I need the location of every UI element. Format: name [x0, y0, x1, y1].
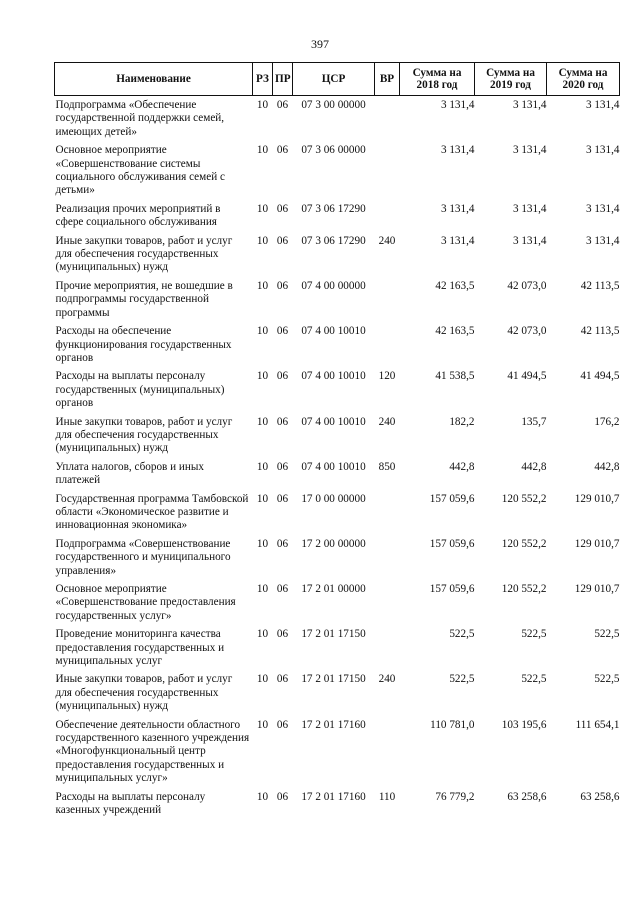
row-sum-2018: 157 059,6: [429, 537, 475, 550]
row-rz: 10: [256, 583, 269, 595]
row-vr: [375, 625, 400, 670]
row-vr: 110: [378, 790, 396, 803]
row-vr: [375, 580, 400, 625]
row-sum-2019: 135,7: [521, 415, 547, 428]
row-rz: 10: [256, 537, 269, 550]
page-number: 397: [311, 37, 329, 51]
table-row: [55, 580, 620, 625]
header-rz: РЗ: [253, 63, 273, 96]
table-header-row: [55, 63, 620, 96]
header-vr: ВР: [375, 63, 400, 96]
row-sum-2020: 3 131,4: [585, 144, 620, 157]
row-csr: 17 2 01 17150: [301, 673, 366, 686]
row-rz: 10: [256, 202, 269, 215]
budget-table: [54, 62, 620, 820]
row-sum-2019: 120 552,2: [501, 492, 547, 505]
row-name: Обеспечение деятельности областного государственного казенного учреждения «Многофункциональный центр предоставления государственных и муниципальных услуг»: [55, 718, 250, 785]
row-pr: 06: [276, 718, 289, 731]
row-name: Проведение мониторинга качества предоставления государственных и муниципальных услуг: [55, 628, 225, 668]
row-pr: 06: [276, 234, 289, 247]
header-sum-2020: Сумма на 2020 год: [547, 63, 620, 96]
row-vr: [375, 141, 400, 200]
row-sum-2020: 129 010,7: [574, 537, 620, 550]
row-name: Иные закупки товаров, работ и услуг для обеспечения государственных (муниципальных) нужд: [55, 673, 233, 713]
row-pr: 06: [276, 628, 289, 641]
row-sum-2018: 3 131,4: [440, 234, 475, 247]
header-csr: ЦСР: [293, 63, 375, 96]
table-row: [55, 413, 620, 458]
row-csr: 07 3 00 00000: [301, 99, 366, 111]
table-row: [55, 232, 620, 277]
row-pr: 06: [276, 537, 289, 550]
row-sum-2020: 41 494,5: [580, 370, 620, 383]
row-name: Подпрограмма «Совершенствование государственного и муниципального управления»: [55, 537, 231, 577]
row-pr: 06: [276, 583, 289, 595]
row-sum-2019: 3 131,4: [512, 234, 547, 247]
row-pr: 06: [276, 460, 289, 473]
row-sum-2020: 129 010,7: [574, 583, 620, 595]
row-name: Прочие мероприятия, не вошедшие в подпрограммы государственной программы: [55, 279, 233, 319]
row-vr: [375, 322, 400, 367]
row-name: Основное мероприятие «Совершенствование системы социального обслуживания семей с детьми»: [55, 144, 225, 197]
row-vr: [375, 490, 400, 535]
row-sum-2020: 3 131,4: [585, 234, 620, 247]
row-name: Иные закупки товаров, работ и услуг для обеспечения государственных (муниципальных) нужд: [55, 415, 233, 455]
row-csr: 17 2 01 17160: [301, 718, 366, 731]
row-csr: 07 3 06 17290: [301, 234, 366, 247]
table-row: [55, 490, 620, 535]
row-sum-2019: 120 552,2: [501, 583, 547, 595]
row-rz: 10: [256, 790, 269, 803]
table-body: [55, 96, 620, 820]
row-csr: 17 0 00 00000: [301, 492, 366, 505]
header-pr: ПР: [273, 63, 293, 96]
row-sum-2019: 522,5: [521, 673, 547, 686]
row-sum-2019: 103 195,6: [501, 718, 547, 731]
row-sum-2020: 442,8: [594, 460, 620, 473]
row-name: Реализация прочих мероприятий в сфере социального обслуживания: [55, 202, 221, 229]
row-csr: 07 4 00 10010: [301, 325, 366, 338]
row-sum-2018: 182,2: [449, 415, 475, 428]
row-pr: 06: [276, 202, 289, 215]
row-sum-2020: 63 258,6: [580, 790, 620, 803]
row-sum-2018: 41 538,5: [435, 370, 475, 383]
row-rz: 10: [256, 718, 269, 731]
row-sum-2018: 157 059,6: [429, 583, 475, 595]
row-rz: 10: [256, 673, 269, 686]
row-rz: 10: [256, 279, 269, 292]
row-sum-2018: 42 163,5: [435, 279, 475, 292]
row-pr: 06: [276, 279, 289, 292]
row-csr: 17 2 01 17150: [301, 628, 366, 641]
row-sum-2019: 42 073,0: [507, 279, 547, 292]
row-pr: 06: [276, 370, 289, 383]
table-row: [55, 670, 620, 715]
row-pr: 06: [276, 790, 289, 803]
row-sum-2018: 3 131,4: [440, 99, 475, 111]
row-vr: [375, 200, 400, 232]
row-sum-2018: 522,5: [449, 673, 475, 686]
row-sum-2018: 110 781,0: [430, 718, 475, 731]
row-vr: [375, 96, 400, 142]
row-sum-2020: 522,5: [594, 628, 620, 641]
row-rz: 10: [256, 144, 269, 157]
row-sum-2019: 442,8: [521, 460, 547, 473]
row-rz: 10: [256, 460, 269, 473]
row-sum-2018: 3 131,4: [440, 144, 475, 157]
row-rz: 10: [256, 415, 269, 428]
row-sum-2018: 157 059,6: [429, 492, 475, 505]
row-sum-2018: 442,8: [449, 460, 475, 473]
table-row: [55, 625, 620, 670]
row-vr: 120: [378, 370, 396, 383]
row-csr: 17 2 00 00000: [301, 537, 366, 550]
row-csr: 07 4 00 00000: [301, 279, 366, 292]
header-sum-2018: Сумма на 2018 год: [400, 63, 475, 96]
row-sum-2020: 42 113,5: [580, 279, 620, 292]
row-sum-2020: 3 131,4: [585, 202, 620, 215]
row-rz: 10: [256, 492, 269, 505]
row-sum-2019: 3 131,4: [512, 144, 547, 157]
row-name: Уплата налогов, сборов и иных платежей: [55, 460, 205, 487]
row-sum-2019: 41 494,5: [507, 370, 547, 383]
table-row: [55, 788, 620, 820]
row-name: Расходы на обеспечение функционирования государственных органов: [55, 325, 232, 364]
row-vr: 240: [378, 415, 396, 428]
row-sum-2019: 42 073,0: [507, 325, 547, 338]
row-sum-2018: 3 131,4: [440, 202, 475, 215]
row-pr: 06: [276, 673, 289, 686]
row-rz: 10: [256, 234, 269, 247]
row-sum-2020: 3 131,4: [585, 99, 620, 111]
row-pr: 06: [276, 492, 289, 505]
row-vr: [375, 277, 400, 322]
row-sum-2019: 3 131,4: [512, 202, 547, 215]
row-sum-2020: 129 010,7: [574, 492, 620, 505]
row-sum-2020: 176,2: [594, 415, 620, 428]
header-sum-2019: Сумма на 2019 год: [475, 63, 547, 96]
row-csr: 17 2 01 00000: [301, 583, 366, 595]
header-name: Наименование: [55, 63, 253, 96]
row-rz: 10: [256, 99, 269, 111]
row-sum-2019: 120 552,2: [501, 537, 547, 550]
row-name: Основное мероприятие «Совершенствование предоставления государственных услуг»: [55, 583, 236, 622]
table-row: [55, 367, 620, 412]
row-name: Расходы на выплаты персоналу казенных учреждений: [55, 790, 206, 817]
row-vr: [375, 716, 400, 788]
row-csr: 07 3 06 00000: [301, 144, 366, 157]
row-csr: 07 3 06 17290: [301, 202, 366, 215]
row-sum-2019: 3 131,4: [512, 99, 547, 111]
table-row: [55, 716, 620, 788]
row-pr: 06: [276, 144, 289, 157]
table-row: [55, 535, 620, 580]
row-csr: 07 4 00 10010: [301, 415, 366, 428]
table-row: [55, 458, 620, 490]
row-name: Подпрограмма «Обеспечение государственной поддержки семей, имеющих детей»: [55, 99, 225, 138]
table-row: [55, 96, 620, 142]
row-sum-2018: 522,5: [449, 628, 475, 641]
row-csr: 07 4 00 10010: [301, 370, 366, 383]
row-sum-2019: 522,5: [521, 628, 547, 641]
table-row: [55, 322, 620, 367]
row-name: Расходы на выплаты персоналу государственных (муниципальных) органов: [55, 370, 225, 410]
row-sum-2018: 42 163,5: [435, 325, 475, 338]
row-sum-2020: 522,5: [594, 673, 620, 686]
row-sum-2018: 76 779,2: [435, 790, 475, 803]
table-row: [55, 141, 620, 200]
row-rz: 10: [256, 628, 269, 641]
row-rz: 10: [256, 370, 269, 383]
row-vr: 240: [378, 673, 396, 686]
row-pr: 06: [276, 325, 289, 338]
table-row: [55, 200, 620, 232]
row-pr: 06: [276, 415, 289, 428]
row-rz: 10: [256, 325, 269, 338]
row-sum-2020: 111 654,1: [575, 718, 620, 731]
row-pr: 06: [276, 99, 289, 111]
row-vr: 850: [378, 460, 396, 473]
row-csr: 07 4 00 10010: [301, 460, 366, 473]
row-sum-2020: 42 113,5: [580, 325, 620, 338]
row-sum-2019: 63 258,6: [507, 790, 547, 803]
row-name: Иные закупки товаров, работ и услуг для обеспечения государственных (муниципальных) нужд: [55, 234, 233, 274]
row-csr: 17 2 01 17160: [301, 790, 366, 803]
row-name: Государственная программа Тамбовской области «Экономическое развитие и инновационная экономика»: [55, 492, 249, 532]
table-row: [55, 277, 620, 322]
row-vr: [375, 535, 400, 580]
row-vr: 240: [378, 234, 396, 247]
